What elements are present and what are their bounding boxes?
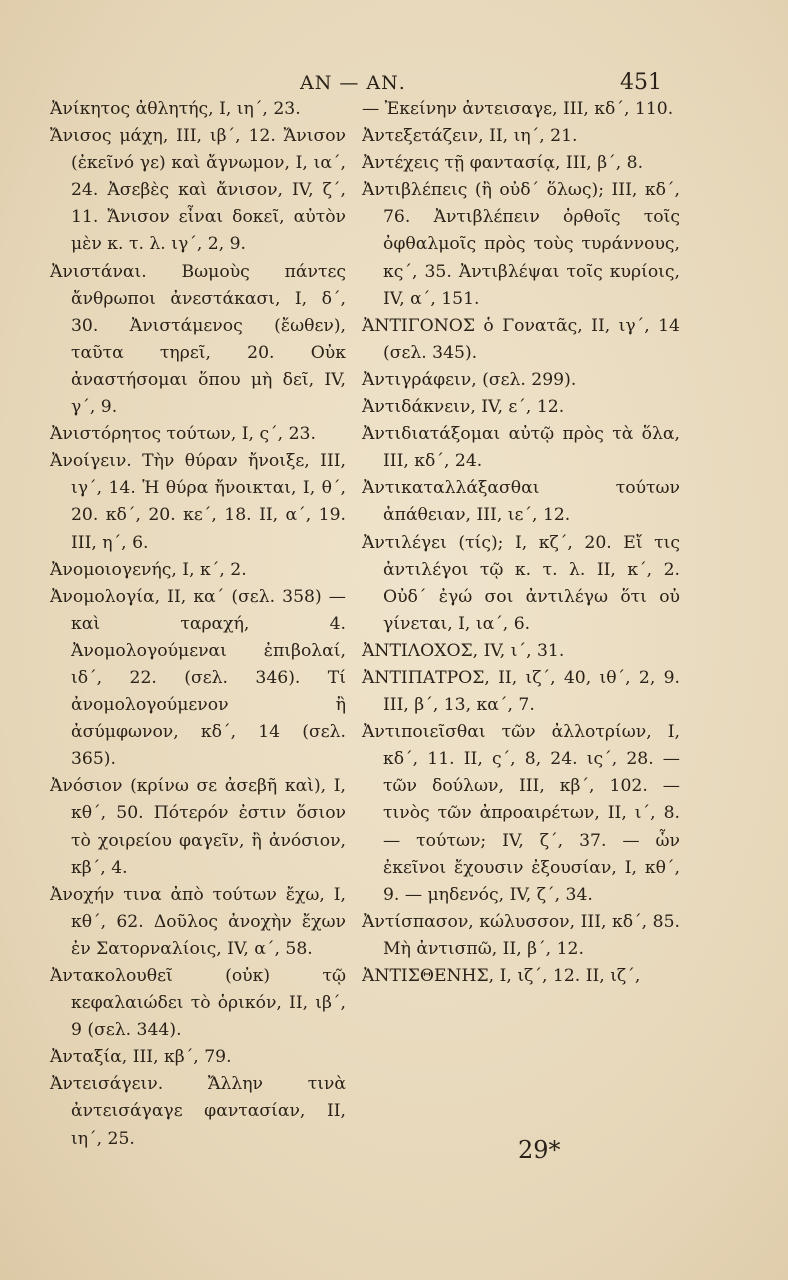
index-entry: — Ἐκείνην ἀντεισαγε, III, κδ΄, 110.	[362, 99, 674, 119]
index-entry: Ἀντακολουθεῖ (οὐκ) τῷ κεφαλαιώδει τὸ ὁρικόν, II, ιβ΄, 9 (σελ. 344).	[50, 966, 346, 1041]
index-entry: Ἀνόσιον (κρίνω σε ἀσεβῆ καὶ), I, κθ΄, 50. Πότερόν ἐστιν ὅσιον τὸ χοιρείου φαγεῖν, ἢ ἀνόσιον, κβ΄, 4.	[50, 776, 346, 878]
index-entry: Ἀντεισάγειν. Ἄλλην τινὰ ἀντεισάγαγε φαντασίαν, II, ιη΄, 25.	[50, 1074, 346, 1149]
left-column	[50, 96, 346, 1153]
index-entry: ἈΝΤΙΠΑΤΡΟΣ, II, ιζ΄, 40, ιθ΄, 2, 9. III, β΄, 13, κα΄, 7.	[362, 667, 680, 716]
index-entry: Ἀντιδάκνειν, IV, ε΄, 12.	[362, 397, 565, 418]
index-entry: Ἀνίκητος ἀθλητής, I, ιη΄, 23.	[50, 99, 301, 119]
index-entry: ἈΝΤΙΛΟΧΟΣ, IV, ι΄, 31.	[362, 640, 565, 661]
index-entry: Ἀνοίγειν. Τὴν θύραν ἤνοιξε, III, ιγ΄, 14. Ἡ θύρα ἤνοικται, I, θ΄, 20. κδ΄, 20. κε΄, 18. II, α΄, 19. III, η΄, 6.	[50, 451, 346, 553]
index-entry: Ἀντεξετάζειν, II, ιη΄, 21.	[362, 126, 578, 147]
right-column	[362, 96, 680, 990]
signature-mark: 29*	[518, 1136, 561, 1164]
index-entry: Ἀνιστάναι. Βωμοὺς πάντες ἄνθρωποι ἀνεστάκασι, I, δ΄, 30. Ἀνιστάμενος (ἔωθεν), ταῦτα τηρεῖ, 20. Οὐκ ἀναστήσομαι ὅπου μὴ δεῖ, IV, γ΄, 9.	[50, 261, 346, 418]
index-entry: Ἀντιλέγει (τίς); I, κζ΄, 20. Εἴ τις ἀντιλέγοι τῷ κ. τ. λ. II, κ΄, 2. Οὐδ΄ ἐγώ σοι ἀντιλέγω ὅτι οὐ γίνεται, I, ια΄, 6.	[362, 532, 680, 634]
page-number: 451	[620, 70, 662, 95]
index-entry: Ἀντέχεις τῇ φαντασίᾳ, III, β΄, 8.	[362, 153, 644, 174]
index-entry: ἈΝΤΙΣΘΕΝΗΣ, I, ιζ΄, 12. II, ιζ΄,	[362, 966, 641, 986]
index-entry: Ἀντιδιατάξομαι αὐτῷ πρὸς τὰ ὅλα, III, κδ΄, 24.	[362, 424, 680, 472]
index-entry: Ἀνομολογία, II, κα΄ (σελ. 358) —καὶ ταραχή, 4. Ἀνομολογούμεναι ἐπιβολαί, ιδ΄, 22. (σελ. 346). Τί ἀνομολογούμενον ἢ ἀσύμφωνον, κδ΄, 14 (σελ. 365).	[50, 586, 346, 770]
index-entry: Ἀντιποιεῖσθαι τῶν ἀλλοτρίων, I, κδ΄, 11. II, ς΄, 8, 24. ις΄, 28. — τῶν δούλων, III, κβ΄, 102. — τινὸς τῶν ἀπροαιρέτων, II, ι΄, 8. — τούτων; IV, ζ΄, 37. — ὧν ἐκεῖνοι ἔχουσιν ἐξουσίαν, I, κθ΄, 9. — μηδενός, IV, ζ΄, 34.	[362, 722, 680, 905]
index-entry: Ἀντικαταλλάξασθαι τούτων ἀπάθειαν, III, ιε΄, 12.	[362, 478, 680, 526]
index-entry: Ἀνιστόρητος τούτων, I, ς΄, 23.	[50, 424, 316, 445]
index-entry: Ἀνομοιογενής, I, κ΄, 2.	[50, 559, 247, 580]
index-entry: Ἀνοχήν τινα ἀπὸ τούτων ἔχω, I, κθ΄, 62. Δοῦλος ἀνοχὴν ἔχων ἐν Σατορναλίοις, IV, α΄, 58.	[50, 884, 346, 959]
index-entry: Ἀντιγράφειν, (σελ. 299).	[362, 369, 577, 390]
index-entry: Ἀντίσπασον, κώλυσσον, III, κδ΄, 85. Μὴ ἀντισπῶ, II, β΄, 12.	[362, 911, 680, 959]
running-head-title: ΑΝ — ΑΝ.	[300, 72, 406, 94]
index-entry: ἈΝΤΙΓΟΝΟΣ ὁ Γονατᾶς, II, ιγ΄, 14 (σελ. 345).	[362, 315, 680, 363]
index-entry: Ἄνισος μάχη, III, ιβ΄, 12. Ἄνισον (ἐκεῖνό γε) καὶ ἄγνωμον, I, ια΄, 24. Ἀσεβὲς καὶ ἄνισον, IV, ζ΄, 11. Ἄνισον εἶναι δοκεῖ, αὐτὸν μὲν κ. τ. λ. ιγ΄, 2, 9.	[50, 126, 346, 255]
index-entry: Ἀνταξία, III, κβ΄, 79.	[50, 1047, 232, 1068]
index-entry: Ἀντιβλέπεις (ἢ οὐδ΄ ὅλως); III, κδ΄, 76. Ἀντιβλέπειν ὀρθοῖς τοῖς ὀφθαλμοῖς πρὸς τοὺς τυράννους, κς΄, 35. Ἀντιβλέψαι τοῖς κυρίοις, IV, α΄, 151.	[362, 180, 680, 309]
